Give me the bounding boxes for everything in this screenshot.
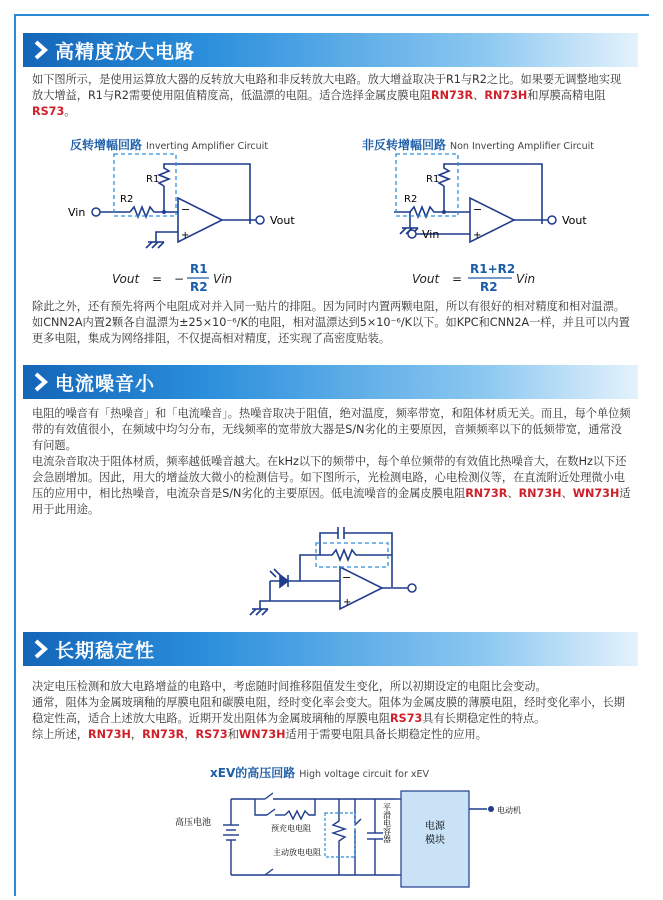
svg-text:−: − (342, 571, 352, 584)
svg-text:+: + (181, 230, 190, 241)
section-banner-low-noise (23, 365, 638, 399)
section-banner-precision (23, 33, 638, 67)
svg-text:−: − (181, 203, 191, 216)
paragraph-precision-intro: 如下图所示，是使用运算放大器的反转放大电路和非反转放大电路。放大增益取决于R1与R2之比。如果要无调整地实现放大增益，R1与R2需要使用阻值精度高，低温漂的电阻。适合选择金属皮膜电阻RN73R、RN73H和厚膜高精电阻RS73。 (32, 73, 622, 118)
svg-text:+: + (473, 230, 482, 241)
inverting-gain-formula (112, 260, 272, 300)
paragraph-resistor-array: 除此之外，还有预先将两个电阻成对并入同一贴片的排阻。因为同时内置两颗电阻，所以有很好的相对精度和相对温漂。如CNN2A内置2颗各自温漂为±25×10⁻⁶/K的电阻，相对温漂达到5×10⁻⁶/K以下。如KPC和CNN2A一样，并且可以内置更多电阻，集成为网络排阻，不仅提高相对精度，还实现了高密度贴装。 (32, 300, 630, 345)
svg-text:R2: R2 (480, 280, 498, 294)
paragraph-noise: 电阻的噪音有「热噪音」和「电流噪音」。热噪音取决于阻值，绝对温度，频率带宽，和阻体材质无关。而且，每个单位频带的有效值很小，在频域中均匀分布，无线频率的宽带放大器是S/N劣化的主要原因，音频频率以下的低频带宽，通常没有问题。 电流杂音取决于阻体材质，频率越低噪音越大。在kHz以下的频带中，每个单位频带的有效值比热噪音大，在数Hz以下还会急剧增加。因此，用大的增益放大微小的检测信号。如下图所示，光检测电路，心电检测仪等，在直流附近处理微小电压的应用中，相比热噪音，电流杂音是S/N劣化的主要原因。低电流噪音的金属皮膜电阻RN73R、RN73H、WN73H适用于此用途。 (32, 407, 631, 516)
section-banner-long-term-stability (23, 632, 638, 666)
paragraph-stability: 决定电压检测和放大电路增益的电路中，考虑随时间推移阻值发生变化，所以初期设定的电阻比会变动。 通常，阻体为金属玻璃釉的厚膜电阻和碳膜电阻，经时变化率会变大。阻体为金属皮膜的薄膜电阻，经时变化率小，长期稳定性高，适合上述放大电路。近期开发出阻体为金属玻璃釉的厚膜电阻RS73具有长期稳定性的特点。 综上所述，RN73H，RN73R，RS73和WN73H适用于需要电阻具备长期稳定性的应用。 (32, 680, 625, 741)
xev-high-voltage-diagram (175, 785, 521, 895)
svg-text:−: − (473, 203, 483, 216)
chevron-right-icon (31, 638, 51, 660)
r2-label: R2 (120, 194, 134, 205)
battery-label: 高压电池 (175, 818, 212, 828)
noninverting-circuit-title: 非反转增幅回路 Non Inverting Amplifier Circuit (362, 138, 594, 152)
svg-text:Vin: Vin (213, 272, 233, 286)
vin-label: Vin (422, 228, 440, 241)
section-title: 高精度放大电路 (55, 41, 196, 63)
chevron-right-icon (31, 371, 51, 393)
svg-text:R1: R1 (190, 262, 208, 276)
svg-text:Vin: Vin (516, 272, 536, 286)
vout-label: Vout (270, 214, 295, 227)
inverting-circuit-title: 反转增幅回路 Inverting Amplifier Circuit (70, 138, 269, 152)
section-title: 长期稳定性 (55, 640, 156, 662)
svg-text:R1+R2: R1+R2 (470, 262, 516, 276)
photodiode-amplifier-diagram (240, 525, 440, 625)
section-title: 电流噪音小 (55, 373, 156, 395)
svg-text:模块: 模块 (425, 835, 445, 846)
svg-text:Vout: Vout (412, 272, 440, 286)
module-label: 电源 (425, 821, 445, 832)
motor-label: 电动机 (497, 806, 521, 815)
xev-circuit-title: xEV的高压回路 High voltage circuit for xEV (210, 766, 429, 780)
svg-text:Vout: Vout (112, 272, 140, 286)
product-rn73r: RN73R (430, 89, 474, 102)
svg-text:=: = (452, 272, 463, 286)
noninverting-gain-formula (412, 260, 572, 300)
svg-text:−: − (174, 272, 185, 286)
capacitor-label: 平滑电容器 (382, 803, 392, 843)
r2-label: R2 (404, 194, 418, 205)
r1-label: R1 (146, 174, 160, 185)
svg-text:=: = (152, 272, 163, 286)
vin-label: Vin (68, 206, 86, 219)
chevron-right-icon (31, 39, 51, 61)
r1-label: R1 (426, 174, 440, 185)
product-rs73: RS73 (32, 105, 65, 118)
product-rn73h: RN73H (484, 89, 528, 102)
vout-label: Vout (562, 214, 587, 227)
discharge-label: 主动放电电阻 (273, 848, 321, 857)
svg-text:+: + (343, 597, 352, 608)
svg-text:R2: R2 (190, 280, 208, 294)
precharge-label: 预充电电阻 (271, 824, 311, 833)
